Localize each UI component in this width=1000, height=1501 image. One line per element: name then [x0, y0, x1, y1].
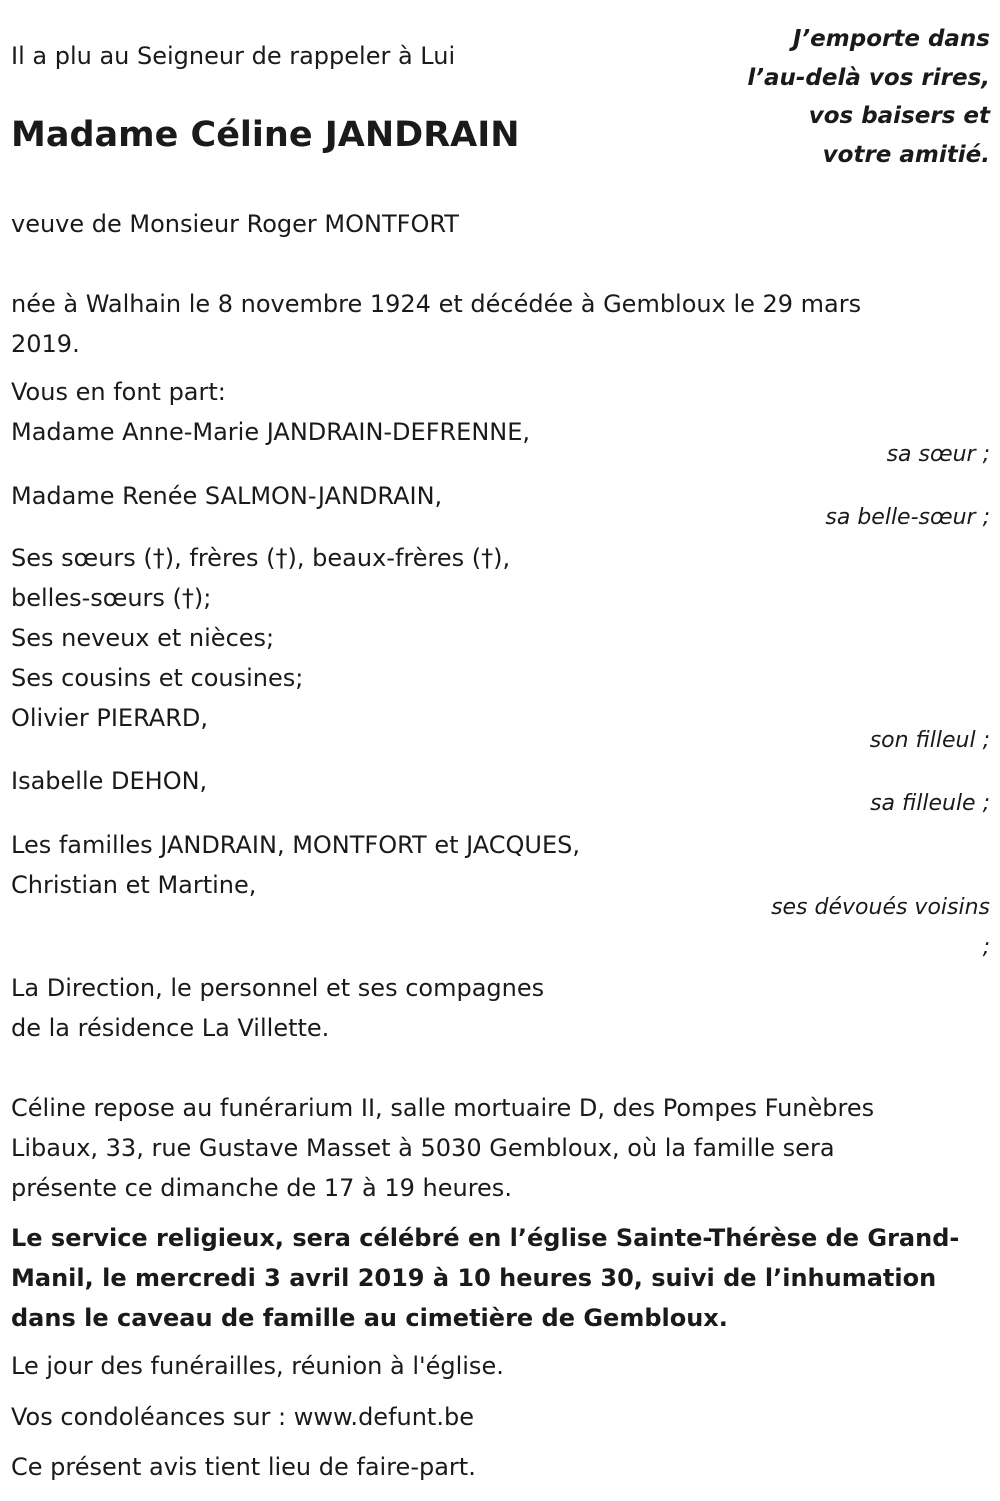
- family-member: belles-sœurs (†);: [11, 584, 212, 612]
- family-member: Madame Anne-Marie JANDRAIN-DEFRENNE,: [11, 418, 531, 446]
- family-member: Olivier PIERARD,: [11, 704, 208, 732]
- birth-death-line: 2019.: [11, 330, 80, 358]
- epigraph-quote: [690, 20, 990, 174]
- gathering-info: Le jour des funérailles, réunion à l'église.: [11, 1352, 504, 1380]
- service-line: Manil, le mercredi 3 avril 2019 à 10 heures 30, suivi de l’inhumation: [11, 1264, 937, 1292]
- service-line: Le service religieux, sera célébré en l’église Sainte-Thérèse de Grand-: [11, 1224, 960, 1252]
- deceased-name: Madame Céline JANDRAIN: [11, 115, 520, 155]
- service-line: dans le caveau de famille au cimetière de Gembloux.: [11, 1304, 728, 1332]
- family-relation: ;: [982, 935, 990, 960]
- quote-line: vos baisers et: [808, 103, 990, 129]
- family-member: Madame Renée SALMON-JANDRAIN,: [11, 482, 443, 510]
- intro-text: Il a plu au Seigneur de rappeler à Lui: [11, 42, 456, 70]
- family-member: Les familles JANDRAIN, MONTFORT et JACQUES,: [11, 831, 581, 859]
- birth-death-line: née à Walhain le 8 novembre 1924 et décédée à Gembloux le 29 mars: [11, 290, 862, 318]
- rest-info-line: présente ce dimanche de 17 à 19 heures.: [11, 1174, 512, 1202]
- quote-line: votre amitié.: [822, 141, 990, 168]
- widow-of: veuve de Monsieur Roger MONTFORT: [11, 210, 459, 238]
- rest-info-line: Céline repose au funérarium II, salle mortuaire D, des Pompes Funèbres: [11, 1094, 875, 1122]
- family-relation: son filleul ;: [869, 728, 990, 753]
- announcers-heading: Vous en font part:: [11, 378, 226, 406]
- quote-line: J’emporte dans: [792, 26, 990, 52]
- family-relation: sa filleule ;: [870, 791, 990, 816]
- notice-info: Ce présent avis tient lieu de faire-part.: [11, 1453, 476, 1481]
- family-relation: ses dévoués voisins: [771, 895, 990, 920]
- family-member: de la résidence La Villette.: [11, 1014, 330, 1042]
- service-info: [11, 1218, 986, 1338]
- rest-info: [11, 1088, 986, 1208]
- rest-info-line: Libaux, 33, rue Gustave Masset à 5030 Gembloux, où la famille sera: [11, 1134, 835, 1162]
- family-member: Christian et Martine,: [11, 871, 257, 899]
- birth-death: [11, 284, 986, 364]
- quote-line: l’au-delà vos rires,: [747, 64, 990, 91]
- family-member: Isabelle DEHON,: [11, 767, 208, 795]
- family-relation: sa sœur ;: [886, 442, 990, 467]
- family-relation: sa belle-sœur ;: [825, 505, 990, 530]
- family-member: Ses cousins et cousines;: [11, 664, 304, 692]
- family-member: Ses sœurs (†), frères (†), beaux-frères (†),: [11, 544, 511, 572]
- family-member: Ses neveux et nièces;: [11, 624, 275, 652]
- family-member: La Direction, le personnel et ses compagnes: [11, 974, 545, 1002]
- condolences-info: Vos condoléances sur : www.defunt.be: [11, 1403, 474, 1431]
